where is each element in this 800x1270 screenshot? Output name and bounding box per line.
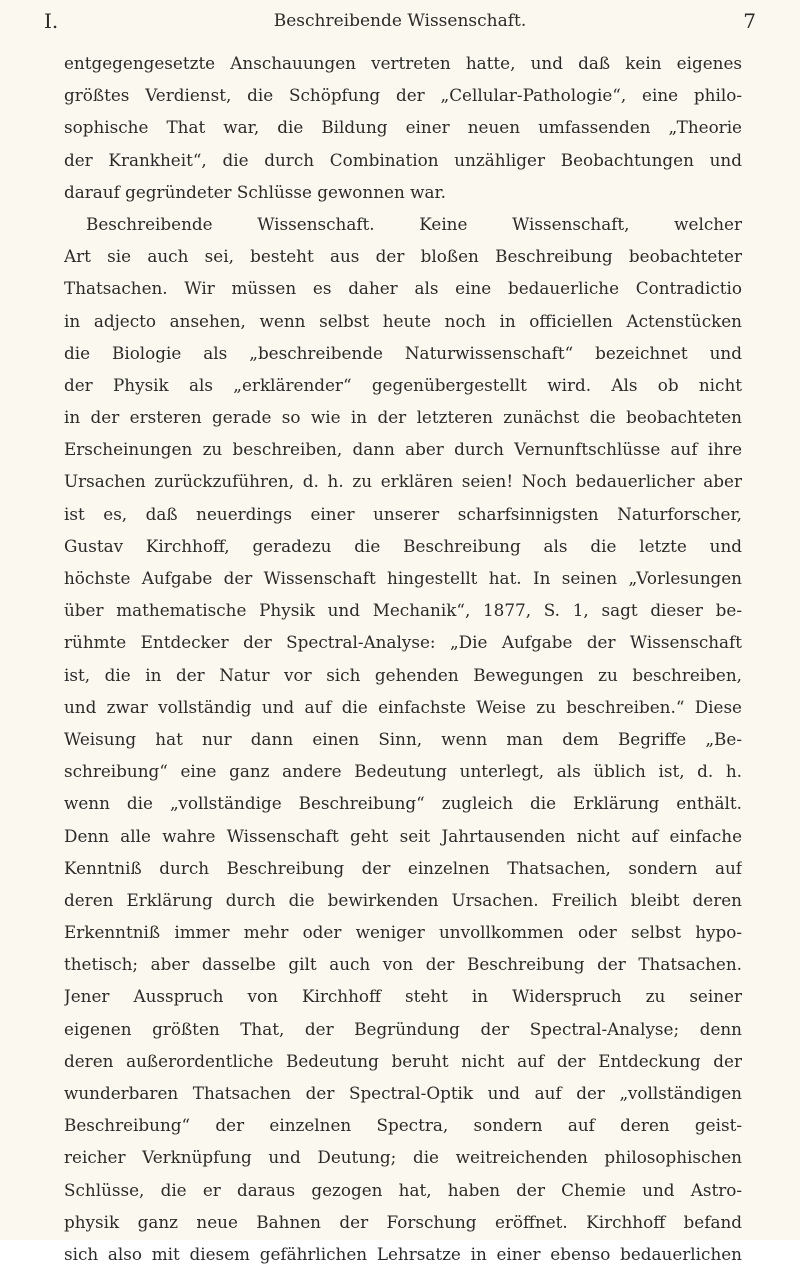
text-line: entgegengesetzte Anschauungen vertreten hatte, und daß kein eigenes: [64, 53, 742, 73]
running-header: [44, 6, 756, 36]
body-text: [64, 47, 742, 1270]
text-line: über mathematische Physik und Mechanik“, 1877, S. 1, sagt dieser be-: [64, 600, 742, 621]
text-line: sich also mit diesem gefährlichen Lehrsatze in einer ebenso bedauerlichen: [64, 1243, 742, 1264]
text-line: ist, die in der Natur vor sich gehenden Bewegungen zu beschreiben,: [64, 664, 742, 685]
text-line: wenn die „vollständige Beschreibung“ zugleich die Erklärung enthält.: [64, 793, 742, 814]
text-line: der Physik als „erklärender“ gegenübergestellt wird. Als ob nicht: [64, 374, 742, 395]
text-line: Jener Ausspruch von Kirchhoff steht in Widerspruch zu seiner: [64, 986, 742, 1007]
running-title: Beschreibende Wissenschaft.: [273, 11, 527, 31]
text-line: eigenen größten That, der Begründung der Spectral-Analyse; denn: [64, 1018, 742, 1039]
text-line: die Biologie als „beschreibende Naturwissenschaft“ bezeichnet und: [64, 342, 742, 363]
text-line: und zwar vollständig und auf die einfachste Weise zu beschreiben.“ Diese: [64, 696, 742, 717]
text-line: Thatsachen. Wir müssen es daher als eine bedauerliche Contradictio: [64, 278, 742, 299]
text-line: Denn alle wahre Wissenschaft geht seit Jahrtausenden nicht auf einfache: [64, 825, 742, 846]
text-line: sophische That war, die Bildung einer neuen umfassenden „Theorie: [64, 117, 742, 138]
text-line: Erscheinungen zu beschreiben, dann aber durch Vernunftschlüsse auf ihre: [64, 439, 742, 460]
text-line: wunderbaren Thatsachen der Spectral-Optik und auf der „vollständigen: [64, 1083, 742, 1103]
text-line: deren außerordentliche Bedeutung beruht nicht auf der Entdeckung der: [64, 1050, 742, 1071]
text-line: in der ersteren gerade so wie in der letzteren zunächst die beobachteten: [64, 407, 742, 428]
text-line: höchste Aufgabe der Wissenschaft hingestellt hat. In seinen „Vorlesungen: [64, 568, 742, 588]
text-line: physik ganz neue Bahnen der Forschung eröffnet. Kirchhoff befand: [64, 1211, 742, 1232]
text-line: darauf gegründeter Schlüsse gewonnen war.: [64, 181, 446, 202]
text-line: Weisung hat nur dann einen Sinn, wenn man dem Begriffe „Be-: [64, 728, 742, 749]
text-line: der Krankheit“, die durch Combination unzähliger Beobachtungen und: [64, 149, 742, 170]
section-number: I.: [44, 9, 59, 33]
text-line: Schlüsse, die er daraus gezogen hat, haben der Chemie und Astro-: [64, 1179, 742, 1200]
text-line: Ursachen zurückzuführen, d. h. zu erklären seien! Noch bedauerlicher aber: [64, 471, 742, 492]
text-line: deren Erklärung durch die bewirkenden Ursachen. Freilich bleibt deren: [64, 889, 742, 910]
text-line: in adjecto ansehen, wenn selbst heute noch in officiellen Actenstücken: [64, 310, 742, 331]
page-number: 7: [743, 9, 756, 33]
section-heading-line: Beschreibende Wissenschaft. Keine Wissenschaft, welcher: [86, 213, 742, 234]
text-line: ist es, daß neuerdings einer unserer scharfsinnigsten Naturforscher,: [64, 503, 742, 524]
text-line: Beschreibung“ der einzelnen Spectra, sondern auf deren geist-: [64, 1115, 742, 1136]
text-line: thetisch; aber dasselbe gilt auch von der Beschreibung der Thatsachen.: [64, 954, 742, 975]
text-line: größtes Verdienst, die Schöpfung der „Cellular-Pathologie“, eine philo-: [64, 85, 742, 106]
text-line: Art sie auch sei, besteht aus der bloßen Beschreibung beobachteter: [64, 246, 742, 267]
text-line: Kenntniß durch Beschreibung der einzelnen Thatsachen, sondern auf: [64, 857, 742, 878]
text-line: Erkenntniß immer mehr oder weniger unvollkommen oder selbst hypo-: [64, 922, 742, 943]
text-line: Gustav Kirchhoff, geradezu die Beschreibung als die letzte und: [64, 535, 742, 556]
text-line: reicher Verknüpfung und Deutung; die weitreichenden philosophischen: [64, 1147, 742, 1168]
text-line: rühmte Entdecker der Spectral-Analyse: „Die Aufgabe der Wissenschaft: [64, 632, 742, 653]
text-line: schreibung“ eine ganz andere Bedeutung unterlegt, als üblich ist, d. h.: [64, 761, 742, 782]
